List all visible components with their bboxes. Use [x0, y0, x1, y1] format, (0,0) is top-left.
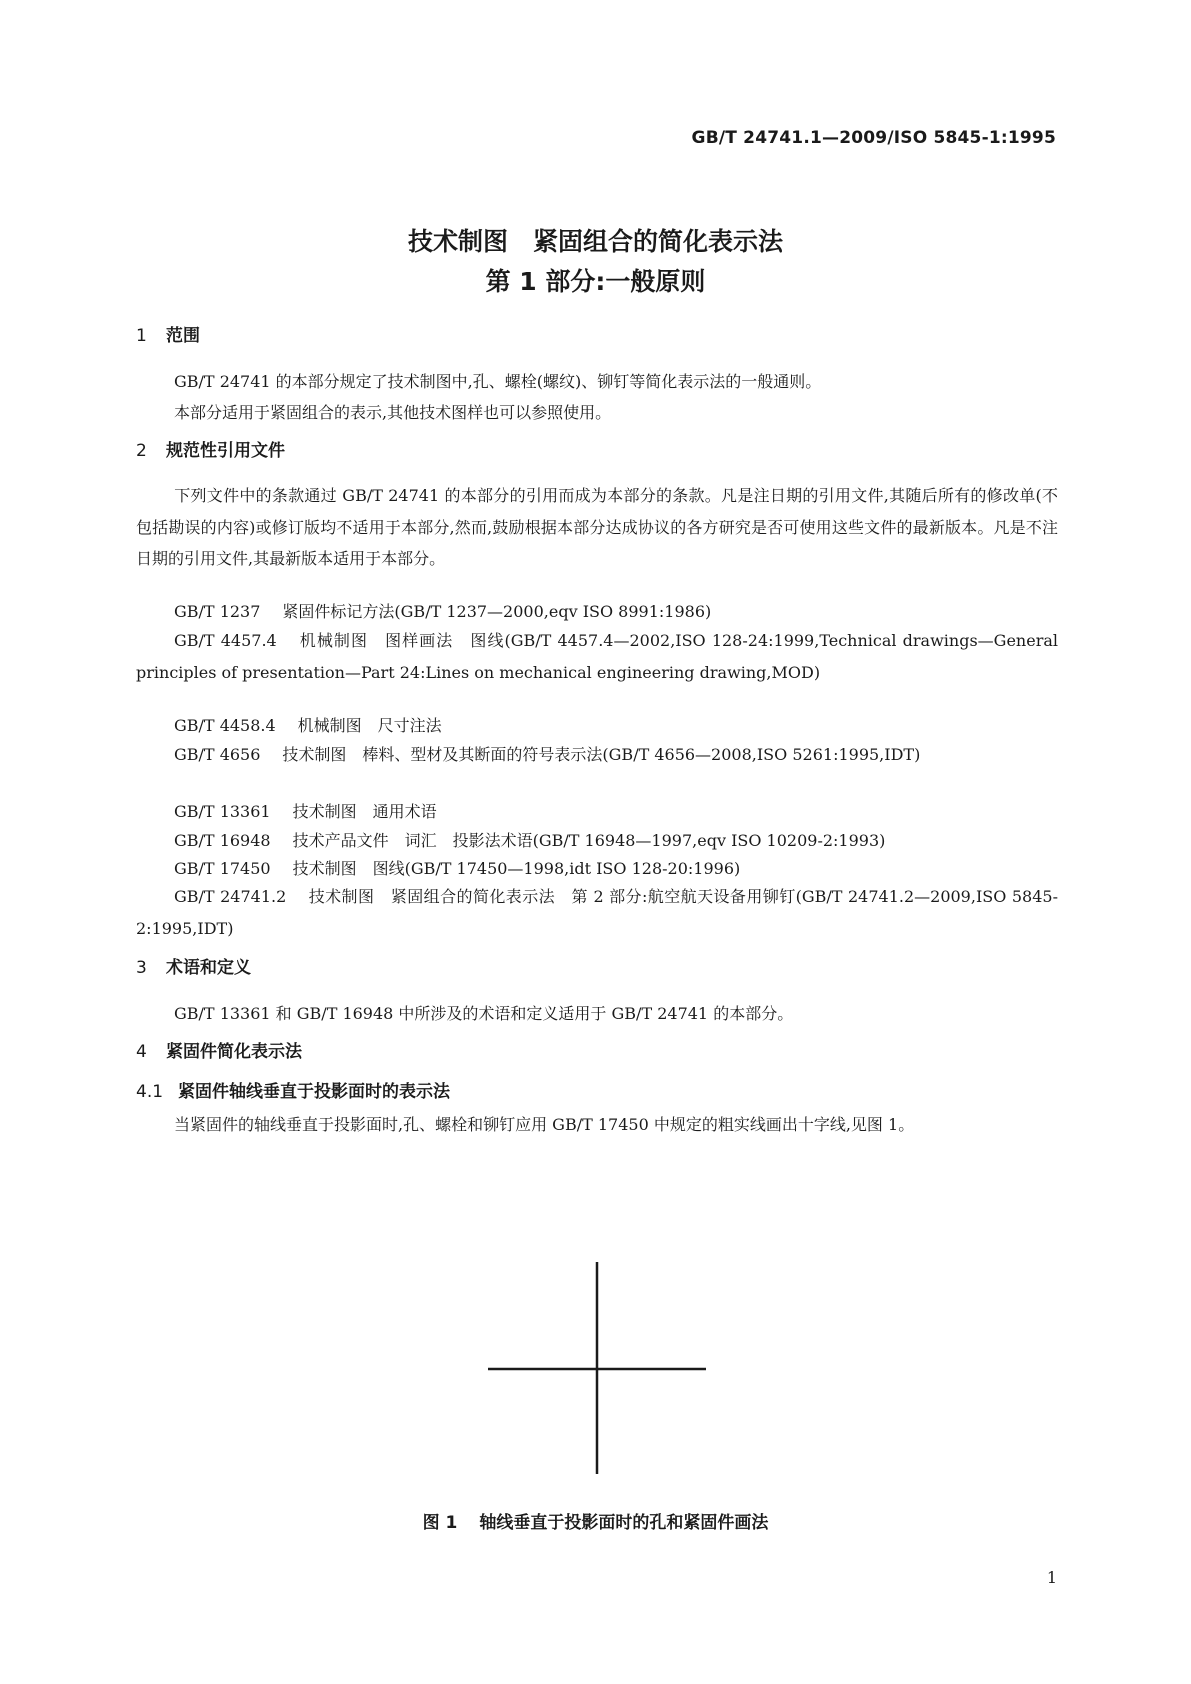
reference-code: GB/T 1237 — [174, 602, 261, 621]
section-2-heading — [136, 439, 285, 463]
title-line-1: 技术制图 紧固组合的简化表示法 — [407, 227, 783, 256]
section-number: 4.1 — [136, 1082, 164, 1102]
reference-item — [136, 853, 1058, 885]
reference-item — [136, 796, 1058, 828]
reference-title: 机械制图 图样画法 图线(GB/T 4457.4—2002,ISO 128-24:1999,Technical drawings—General principles of presentation—Part 24:Lines on mechanical engineering drawing,MOD) — [136, 631, 1058, 682]
section-1-heading — [136, 324, 200, 348]
figure-caption-text: 轴线垂直于投影面时的孔和紧固件画法 — [479, 1513, 769, 1533]
section-2-intro: 下列文件中的条款通过 GB/T 24741 的本部分的引用而成为本部分的条款。凡是注日期的引用文件,其随后所有的修改单(不包括勘误的内容)或修订版均不适用于本部分,然而,鼓励根据本部分达成协议的各方研究是否可使用这些文件的最新版本。凡是不注日期的引用文件,其最新版本适用于本部分。 — [136, 486, 1058, 568]
figure-label: 图 1 — [422, 1513, 458, 1533]
section-number: 3 — [136, 958, 147, 978]
reference-code: GB/T 17450 — [174, 859, 271, 878]
reference-code: GB/T 24741.2 — [174, 887, 287, 906]
section-1-paragraph-1: GB/T 24741 的本部分规定了技术制图中,孔、螺栓(螺纹)、铆钉等简化表示法的一般通则。 — [174, 372, 822, 391]
reference-code: GB/T 4458.4 — [174, 716, 276, 735]
reference-title: 技术制图 棒料、型材及其断面的符号表示法(GB/T 4656—2008,ISO 5261:1995,IDT) — [282, 745, 921, 764]
reference-code: GB/T 4457.4 — [174, 631, 277, 650]
reference-item — [136, 625, 1058, 688]
reference-code: GB/T 4656 — [174, 745, 261, 764]
section-1-paragraph-2: 本部分适用于紧固组合的表示,其他技术图样也可以参照使用。 — [174, 403, 612, 422]
page-number: 1 — [1046, 1568, 1057, 1587]
figure-1-cross-diagram — [488, 1262, 706, 1474]
reference-title: 技术制图 紧固组合的简化表示法 第 2 部分:航空航天设备用铆钉(GB/T 24741.2—2009,ISO 5845-2:1995,IDT) — [136, 887, 1058, 938]
section-3-heading — [136, 956, 251, 980]
section-title: 紧固件轴线垂直于投影面时的表示法 — [178, 1082, 450, 1102]
document-title — [0, 222, 1191, 302]
standard-code-header: GB/T 24741.1—2009/ISO 5845-1:1995 — [691, 128, 1056, 148]
section-number: 2 — [136, 441, 147, 461]
reference-title: 机械制图 尺寸注法 — [297, 716, 442, 735]
section-number: 4 — [136, 1042, 147, 1062]
section-title: 术语和定义 — [166, 958, 251, 978]
reference-title: 技术产品文件 词汇 投影法术语(GB/T 16948—1997,eqv ISO 10209-2:1993) — [292, 831, 886, 850]
reference-item — [136, 881, 1058, 944]
reference-item — [136, 825, 1058, 857]
reference-title: 技术制图 图线(GB/T 17450—1998,idt ISO 128-20:1996) — [292, 859, 741, 878]
reference-code: GB/T 16948 — [174, 831, 271, 850]
section-title: 范围 — [166, 326, 200, 346]
reference-title: 技术制图 通用术语 — [292, 802, 437, 821]
section-4-1-paragraph: 当紧固件的轴线垂直于投影面时,孔、螺栓和铆钉应用 GB/T 17450 中规定的粗实线画出十字线,见图 1。 — [174, 1115, 915, 1134]
section-title: 规范性引用文件 — [166, 441, 285, 461]
section-title: 紧固件简化表示法 — [166, 1042, 302, 1062]
reference-code: GB/T 13361 — [174, 802, 271, 821]
reference-item — [136, 739, 1058, 771]
section-number: 1 — [136, 326, 147, 346]
reference-item — [136, 710, 1058, 742]
title-line-2: 第 1 部分:一般原则 — [485, 267, 706, 296]
section-4-1-heading — [136, 1080, 450, 1104]
reference-item — [136, 596, 1058, 628]
figure-1-caption — [0, 1508, 1191, 1533]
section-4-heading — [136, 1040, 302, 1064]
section-3-paragraph: GB/T 13361 和 GB/T 16948 中所涉及的术语和定义适用于 GB/T 24741 的本部分。 — [174, 1004, 794, 1023]
reference-title: 紧固件标记方法(GB/T 1237—2000,eqv ISO 8991:1986) — [282, 602, 712, 621]
